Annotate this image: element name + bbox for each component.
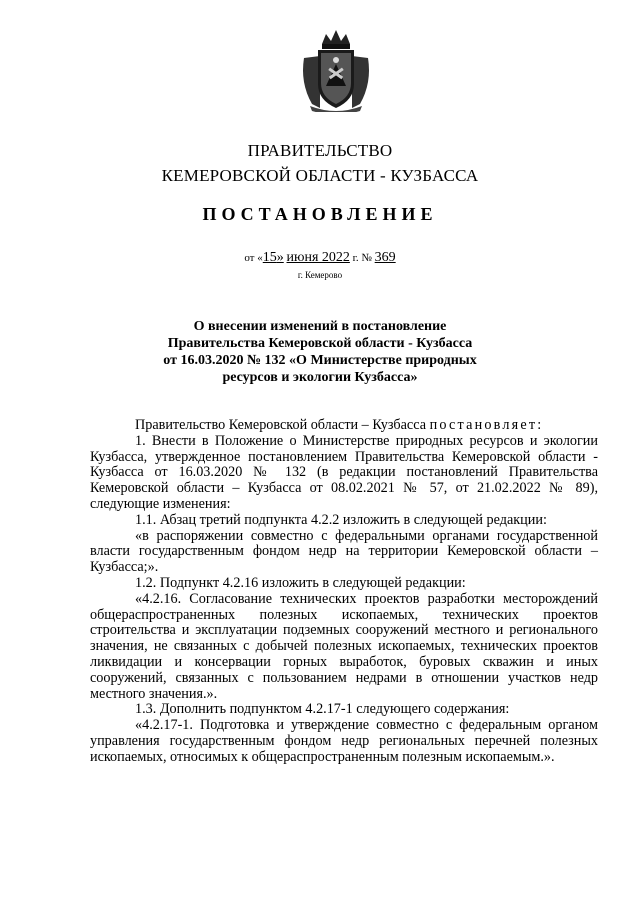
document-body [90, 418, 598, 766]
date-year-suffix: г. [352, 252, 359, 264]
quote-2: «4.2.16. Согласование технических проектов разработки месторождений общераспространенных полезных ископаемых, технических проектов строительства и эксплуатации подземных сооружений местного и регионального значения, не связанных с добычей полезных ископаемых, технических проектов ликвидации и консервации горных выработок, буровых скважин и иных сооружений, связанных с пользованием недрами в отношении участков недр местного значения.». [90, 590, 598, 702]
title-line: О внесении изменений в постановление [193, 319, 447, 334]
org-name-line1: ПРАВИТЕЛЬСТВО [247, 141, 393, 160]
date-month-year: июня 2022 [286, 250, 350, 265]
coat-of-arms-emblem [298, 28, 374, 112]
city-label: г. Кемерово [297, 270, 343, 280]
quote-1: «в распоряжении совместно с федеральными органами государственной власти государственным фондом недр на территории Кемеровской области – Кузбасса;». [90, 527, 598, 576]
org-name-line2: КЕМЕРОВСКОЙ ОБЛАСТИ - КУЗБАССА [161, 166, 479, 185]
title-line: Правительства Кемеровской области - Кузбасса [167, 336, 473, 351]
title-line: от 16.03.2020 № 132 «О Министерстве природных [163, 353, 477, 368]
paragraph-1-1: 1.1. Абзац третий подпункта 4.2.2 изложить в следующей редакции: [135, 511, 547, 528]
intro-text: Правительство Кемеровской области – Кузбасса [135, 417, 430, 433]
number-label: № [361, 252, 372, 264]
paragraph-1-3: 1.3. Дополнить подпунктом 4.2.17-1 следующего содержания: [135, 701, 510, 718]
title-line: ресурсов и экологии Кузбасса» [222, 370, 418, 385]
paragraph-1: 1. Внести в Положение о Министерстве природных ресурсов и экологии Кузбасса, утвержденное постановлением Правительства Кемеровской области - Кузбасса от 16.03.2020 № 132 (в редакции постановлений Правительства Кемеровской области – Кузбасса от 08.02.2021 № 57, от 21.02.2022 № 89), следующие изменения: [90, 432, 598, 512]
document-number: 369 [374, 250, 396, 265]
intro-paragraph [90, 418, 598, 434]
date-number-line [0, 250, 640, 266]
date-sep: » [276, 250, 284, 265]
date-prefix: от « [244, 252, 263, 264]
date-day: 15 [262, 250, 277, 265]
intro-spaced-verb: постановляет: [429, 417, 544, 433]
document-title [150, 318, 490, 386]
quote-3: «4.2.17-1. Подготовка и утверждение совместно с федеральным органом управления государственным фондом недр региональных перечней полезных ископаемых, относимых к общераспространенным полезным ископаемым.». [90, 717, 598, 765]
document-type: ПОСТАНОВЛЕНИЕ [202, 204, 438, 224]
paragraph-1-2: 1.2. Подпункт 4.2.16 изложить в следующей редакции: [135, 574, 466, 591]
